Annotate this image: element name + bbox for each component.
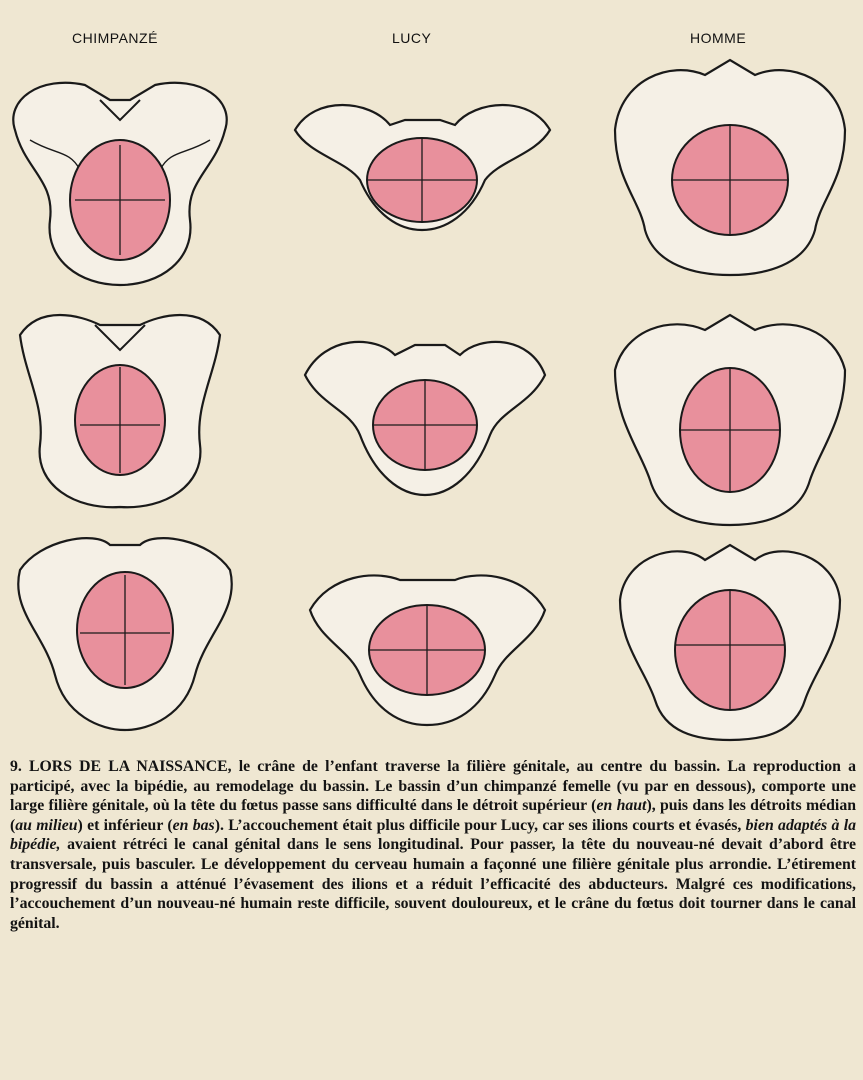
pelvis-illustration-grid bbox=[0, 50, 863, 750]
caption-em-3: en bas bbox=[172, 816, 215, 834]
caption-em-2: au milieu bbox=[15, 816, 78, 834]
pelvis-homme-median bbox=[600, 300, 860, 530]
pelvis-lucy-superior bbox=[285, 80, 560, 240]
pelvis-chimpanze-inferior bbox=[0, 515, 250, 735]
caption-text-2: ), puis dans les détroits médian ( bbox=[10, 797, 857, 834]
label-lucy: LUCY bbox=[392, 30, 432, 46]
caption-em-1: en haut bbox=[596, 797, 647, 815]
pelvis-homme-inferior bbox=[600, 520, 860, 745]
caption-em-4: bien adaptés à la bipédie, bbox=[10, 816, 857, 854]
caption-lead: 9. LORS DE LA NAISSANCE, bbox=[10, 758, 232, 775]
caption-text-3: ) et inférieur ( bbox=[77, 816, 173, 834]
caption-text-4: ). L’accouchement était plus difficile pour Lucy, car ses ilions courts et évasés, bbox=[214, 816, 746, 834]
caption-text-1: le crâne de l’enfant traverse la filière génitale, au centre du bassin. La reproduction a participé, avec la bipédie, au remodelage du bassin. Le bassin d’un chimpanzé femelle (vu par en dessous), comporte une large filière génitale, où la tête du fœtus passe sans difficulté dans le détroit supérieur ( bbox=[10, 758, 856, 815]
caption-text-5: avaient rétréci le canal génital dans le sens longitudinal. Pour passer, la tête du nouveau-né devait d’abord être transversale, puis basculer. Le développement du cerveau humain a façonné une filière génitale plus arrondie. L’étirement progressif du bassin a atténué l’évasement des ilions et a réduit l’efficacité des abducteurs. Malgré ces modifications, l’accouchement d’un nouveau-né humain reste difficile, souvent douloureux, et le crâne du fœtus doit tourner dans le canal génital. bbox=[10, 836, 856, 932]
pelvis-lucy-inferior bbox=[300, 550, 555, 730]
pelvis-chimpanze-median bbox=[0, 295, 240, 515]
pelvis-homme-superior bbox=[600, 50, 860, 280]
pelvis-chimpanze-superior bbox=[0, 60, 240, 290]
label-homme: HOMME bbox=[690, 30, 747, 46]
figure-caption bbox=[10, 757, 856, 933]
pelvis-lucy-median bbox=[295, 315, 555, 500]
label-chimpanze: CHIMPANZÉ bbox=[72, 30, 158, 46]
